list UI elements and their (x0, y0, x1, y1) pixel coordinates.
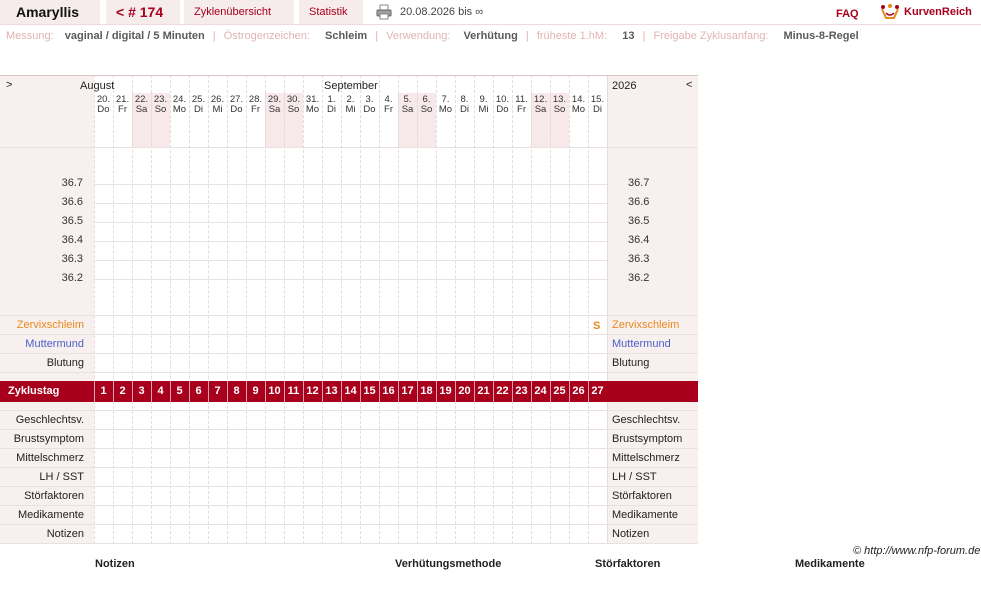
copyright[interactable]: © http://www.nfp-forum.de (853, 545, 981, 557)
bleeding-label: Blutung (612, 357, 650, 369)
logo-text: KurvenReich (904, 6, 972, 18)
day-number: 8. (460, 94, 469, 105)
date-cell (360, 95, 379, 115)
temperature-label: 36.6 (61, 196, 83, 208)
date-cell (550, 95, 569, 115)
day-grid (94, 75, 607, 544)
date-cell (436, 95, 455, 115)
date-range: 20.08.2026 bis ∞ (400, 6, 484, 18)
cycle-day-divider (132, 381, 133, 402)
row-label: Medikamente (612, 509, 679, 521)
cycle-day-divider (512, 381, 513, 402)
top-bar (0, 0, 981, 25)
grid-line (284, 75, 303, 544)
cycle-day-divider (94, 381, 95, 402)
cycle-day-cell[interactable]: 16 (382, 385, 395, 397)
temperature-gridline (94, 241, 607, 242)
day-of-week: Fr (118, 104, 127, 115)
date-cell (265, 95, 284, 115)
day-of-week: So (154, 104, 167, 115)
user-name: Amaryllis (0, 0, 100, 24)
row-divider (0, 334, 698, 335)
day-of-week: Mo (438, 104, 453, 115)
separator: | (375, 30, 379, 42)
day-of-week: Mo (172, 104, 187, 115)
day-number: 20. (96, 94, 111, 105)
row-label: LH / SST (39, 471, 84, 483)
measurement-label: Messung: (6, 30, 54, 42)
date-cell (474, 95, 493, 115)
day-number: 27. (229, 94, 244, 105)
legend-disturbances: Störfaktoren (595, 558, 661, 570)
day-number: 9. (479, 94, 488, 105)
nav-prev-arrow[interactable]: > (6, 79, 13, 91)
cycle-day-cell[interactable]: 3 (138, 385, 145, 397)
row-label: Störfaktoren (612, 490, 672, 502)
grid-line (512, 75, 531, 544)
divider (0, 24, 981, 25)
day-number: 28. (248, 94, 263, 105)
separator: | (525, 30, 529, 42)
cycle-day-divider (170, 381, 171, 402)
separator: | (212, 30, 216, 42)
temperature-label: 36.6 (628, 196, 650, 208)
temperature-label: 36.7 (61, 177, 83, 189)
day-of-week: Sa (534, 104, 547, 115)
legend-medication: Medikamente (795, 558, 865, 570)
day-of-week: So (553, 104, 566, 115)
grid-line (531, 75, 550, 544)
cycle-day-cell[interactable]: 17 (401, 385, 414, 397)
cycle-day-cell[interactable]: 5 (176, 385, 183, 397)
day-number: 7. (441, 94, 450, 105)
row-divider (0, 524, 698, 525)
date-cell (322, 95, 341, 115)
cycle-chart (0, 75, 698, 544)
temperature-label: 36.4 (628, 234, 650, 246)
row-label: Mittelschmerz (16, 452, 84, 464)
day-of-week: Fr (384, 104, 393, 115)
day-number: 12. (533, 94, 548, 105)
temperature-gridline (94, 222, 607, 223)
cycle-day-divider (151, 381, 152, 402)
day-number: 5. (403, 94, 412, 105)
cycle-day-divider (341, 381, 342, 402)
release-value: Minus-8-Regel (783, 30, 859, 42)
temperature-label: 36.2 (628, 272, 650, 284)
cycle-day-cell[interactable]: 27 (591, 385, 604, 397)
day-of-week: Mo (305, 104, 320, 115)
day-of-week: Mi (345, 104, 356, 115)
grid-line (246, 75, 265, 544)
day-of-week: Fr (517, 104, 526, 115)
month-label: September (324, 80, 378, 92)
row-label: Geschlechtsv. (612, 414, 681, 426)
printer-icon[interactable] (376, 4, 392, 20)
date-cell (398, 95, 417, 115)
day-number: 31. (305, 94, 320, 105)
row-divider (0, 147, 698, 148)
day-of-week: Sa (268, 104, 281, 115)
cycle-day-cell[interactable]: 18 (420, 385, 433, 397)
cycle-day-cell[interactable]: 1 (100, 385, 107, 397)
temperature-label: 36.4 (61, 234, 83, 246)
temperature-label: 36.7 (628, 177, 650, 189)
row-divider (0, 353, 698, 354)
grid-line (493, 75, 512, 544)
cycle-day-divider (531, 381, 532, 402)
cycle-day-bar (0, 381, 698, 402)
cycle-day-divider (474, 381, 475, 402)
cycle-day-divider (322, 381, 323, 402)
cycle-day-cell[interactable]: 14 (344, 385, 357, 397)
day-number: 4. (384, 94, 393, 105)
grid-line (569, 75, 588, 544)
date-cell (246, 95, 265, 115)
date-cell (113, 95, 132, 115)
cycle-day-cell[interactable]: 24 (534, 385, 547, 397)
cycle-day-divider (550, 381, 551, 402)
cycle-day-divider (398, 381, 399, 402)
date-cell (94, 95, 113, 115)
cycle-day-divider (455, 381, 456, 402)
grid-line (227, 75, 246, 544)
day-number: 29. (267, 94, 282, 105)
cycle-day-divider (227, 381, 228, 402)
legend-contraception: Verhütungsmethode (395, 558, 502, 570)
cycle-day-cell[interactable]: 12 (306, 385, 319, 397)
day-number: 10. (495, 94, 510, 105)
grid-line (113, 75, 132, 544)
row-divider (0, 448, 698, 449)
grid-line (132, 75, 151, 544)
day-number: 15. (590, 94, 605, 105)
cycle-day-divider (379, 381, 380, 402)
day-of-week: Di (194, 104, 203, 115)
temperature-gridline (94, 279, 607, 280)
cycle-day-divider (189, 381, 190, 402)
bleeding-label: Blutung (46, 357, 84, 369)
cycle-day-cell[interactable]: 9 (252, 385, 259, 397)
legend-notes: Notizen (95, 558, 135, 570)
row-label: Brustsymptom (612, 433, 683, 445)
day-number: 2. (346, 94, 355, 105)
cycle-day-divider (569, 381, 570, 402)
cycle-day-divider (493, 381, 494, 402)
cycle-day-divider (265, 381, 266, 402)
cycle-day-cell[interactable]: 20 (458, 385, 471, 397)
cycle-day-divider (588, 381, 589, 402)
estrogen-value: Schleim (325, 30, 368, 42)
grid-line (417, 75, 436, 544)
grid-line (360, 75, 379, 544)
date-cell (417, 95, 436, 115)
cycle-day-cell[interactable]: 22 (496, 385, 509, 397)
grid-line (322, 75, 341, 544)
cycle-day-cell[interactable]: 10 (268, 385, 281, 397)
cervix-label: Muttermund (612, 338, 671, 350)
day-number: 25. (191, 94, 206, 105)
day-number: 21. (115, 94, 130, 105)
day-of-week: Mo (571, 104, 586, 115)
grid-line (265, 75, 284, 544)
day-number: 13. (552, 94, 567, 105)
row-label: Störfaktoren (24, 490, 84, 502)
day-of-week: Di (327, 104, 336, 115)
tab-statistics[interactable]: Statistik (299, 0, 363, 24)
date-cell (132, 95, 151, 115)
cycle-day-cell[interactable]: 8 (233, 385, 240, 397)
grid-line (550, 75, 569, 544)
grid-line (588, 75, 607, 544)
cycle-day-cell[interactable]: 19 (439, 385, 452, 397)
grid-line (474, 75, 493, 544)
day-of-week: So (420, 104, 433, 115)
row-divider (0, 315, 698, 316)
grid-line (455, 75, 474, 544)
cycle-day-cell[interactable]: 11 (287, 385, 300, 397)
date-cell (208, 95, 227, 115)
kurvenreich-logo-icon (880, 3, 900, 21)
cycle-day-divider (360, 381, 361, 402)
year-label: 2026 (612, 80, 637, 92)
date-cell (493, 95, 512, 115)
cycle-day-cell[interactable]: 21 (477, 385, 490, 397)
row-divider (0, 505, 698, 506)
row-label: Geschlechtsv. (15, 414, 84, 426)
grid-line (303, 75, 322, 544)
row-label: Mittelschmerz (612, 452, 680, 464)
day-of-week: Sa (401, 104, 414, 115)
row-divider (0, 486, 698, 487)
cycle-day-cell[interactable]: 13 (325, 385, 338, 397)
faq-link[interactable]: FAQ (836, 8, 859, 20)
row-divider (0, 543, 698, 544)
cycle-day-divider (436, 381, 437, 402)
day-of-week: Mi (478, 104, 489, 115)
day-of-week: Do (97, 104, 110, 115)
temperature-gridline (94, 203, 607, 204)
date-cell (379, 95, 398, 115)
grid-line (94, 75, 113, 544)
cycle-day-cell[interactable]: 7 (214, 385, 221, 397)
day-number: 30. (286, 94, 301, 105)
day-of-week: Di (593, 104, 602, 115)
date-cell (531, 95, 550, 115)
row-divider (0, 410, 698, 411)
day-number: 26. (210, 94, 225, 105)
tab-cycle-overview[interactable]: Zyklenübersicht (184, 0, 294, 24)
settings-info (6, 30, 859, 42)
day-number: 6. (422, 94, 431, 105)
day-number: 1. (327, 94, 336, 105)
date-cell (455, 95, 474, 115)
row-divider (0, 372, 698, 373)
cycle-day-divider (284, 381, 285, 402)
month-label: August (80, 80, 115, 92)
cycle-day-cell[interactable]: 4 (157, 385, 164, 397)
row-divider (0, 467, 698, 468)
earliest-hm-label: früheste 1.hM: (536, 30, 608, 42)
cycle-day-label: Zyklustag (8, 385, 60, 397)
usage-value: Verhütung (463, 30, 518, 42)
day-of-week: Mi (212, 104, 223, 115)
row-label: Notizen (612, 528, 650, 540)
row-label: Medikamente (17, 509, 84, 521)
date-cell (588, 95, 607, 115)
date-cell (303, 95, 322, 115)
cervical-mucus-label: Zervixschleim (612, 319, 680, 331)
date-cell (189, 95, 208, 115)
cycle-day-divider (113, 381, 114, 402)
earliest-hm-value: 13 (622, 30, 635, 42)
usage-label: Verwendung: (386, 30, 451, 42)
day-number: 11. (515, 94, 528, 105)
date-cell (170, 95, 189, 115)
cycle-day-cell[interactable]: 26 (572, 385, 585, 397)
day-number: 24. (172, 94, 187, 105)
grid-line (398, 75, 417, 544)
temperature-label: 36.3 (61, 253, 83, 265)
cycle-day-divider (208, 381, 209, 402)
day-number: 3. (365, 94, 374, 105)
temperature-label: 36.3 (628, 253, 650, 265)
cycle-day-cell[interactable]: 15 (363, 385, 376, 397)
row-label: LH / SST (612, 471, 657, 483)
day-number: 23. (153, 94, 168, 105)
grid-line (379, 75, 398, 544)
grid-line (151, 75, 170, 544)
grid-line (170, 75, 189, 544)
cycle-number-link[interactable]: < # 174 (106, 0, 180, 24)
month-header (0, 75, 698, 93)
cervical-mucus-marker[interactable]: S (593, 320, 601, 332)
measurement-value: vaginal / digital / 5 Minuten (64, 30, 205, 42)
date-cell (341, 95, 360, 115)
row-label: Brustsymptom (13, 433, 84, 445)
cycle-day-divider (246, 381, 247, 402)
cervix-label: Muttermund (25, 338, 84, 350)
cycle-day-cell[interactable]: 2 (119, 385, 126, 397)
grid-line (341, 75, 360, 544)
date-cell (151, 95, 170, 115)
day-of-week: Fr (251, 104, 260, 115)
day-of-week: So (287, 104, 300, 115)
estrogen-label: Östrogenzeichen: (223, 30, 310, 42)
grid-line (189, 75, 208, 544)
cycle-day-divider (417, 381, 418, 402)
day-of-week: Do (496, 104, 509, 115)
separator: | (642, 30, 646, 42)
temperature-label: 36.5 (628, 215, 650, 227)
temperature-gridline (94, 260, 607, 261)
day-of-week: Sa (135, 104, 148, 115)
temperature-label: 36.2 (61, 272, 83, 284)
date-cell (284, 95, 303, 115)
day-of-week: Do (363, 104, 376, 115)
release-label: Freigabe Zyklusanfang: (653, 30, 769, 42)
cycle-day-cell[interactable]: 6 (195, 385, 202, 397)
row-divider (0, 429, 698, 430)
cervical-mucus-label: Zervixschleim (16, 319, 84, 331)
cycle-day-divider (303, 381, 304, 402)
cycle-day-cell[interactable]: 23 (515, 385, 528, 397)
day-number: 22. (134, 94, 149, 105)
day-number: 14. (571, 94, 586, 105)
day-of-week: Di (460, 104, 469, 115)
grid-line (436, 75, 455, 544)
logo[interactable] (880, 2, 980, 22)
day-of-week: Do (230, 104, 243, 115)
grid-line (208, 75, 227, 544)
date-cell (512, 95, 531, 115)
nav-next-arrow[interactable]: < (686, 79, 693, 91)
cycle-day-cell[interactable]: 25 (553, 385, 566, 397)
date-cell (227, 95, 246, 115)
row-label: Notizen (46, 528, 84, 540)
date-cell (569, 95, 588, 115)
temperature-label: 36.5 (61, 215, 83, 227)
temperature-gridline (94, 184, 607, 185)
